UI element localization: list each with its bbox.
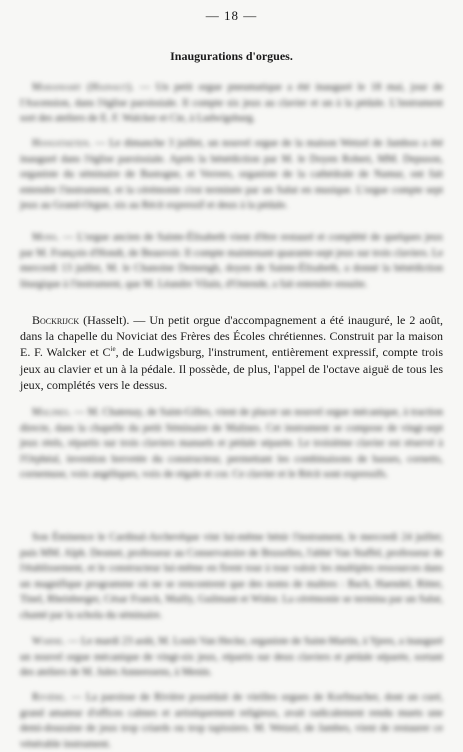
paragraph-body: Son Éminence le Cardinal-Archevêque vint lui-même bénir l'instrument, le mercredi 24 juillet; puis MM. Alph. Desmet, professeur au Conservatoire de Bruxelles, l'abbé Van Staffel, professeur de l'établissement, et le constructeur lui-même en firent tour à tour valoir les multiples ressources dans un magnifique programme où ne se rencontrent que des noms de maîtres : Bach, Haendel, Ritter, Tinel, Rheinberger, César Franck, Mailly, Guilmant et Widor. La cérémonie se termina par un Salut, chanté par la schola du séminaire. xyxy=(20,532,443,621)
main-paragraph-superscript: ie xyxy=(110,345,116,354)
main-paragraph-text-2: , de Ludwigsburg, l'instrument, entièrement expressif, compte trois jeux au clavier et un à la pédale. Il possède, de plus, l'appel de l'octave aiguë de tous les jeux, complétés vers le dessus. xyxy=(20,345,443,392)
main-paragraph-text-1: (Hasselt). — Un petit orgue d'accompagnement a été inauguré, le 2 août, dans la chapelle du Noviciat des Frères des Écoles chrétiennes. Construit par la maison E. F. Walcker et C xyxy=(20,313,443,360)
blurred-paragraph-eminence xyxy=(20,530,443,623)
paragraph-lead: Rivière. xyxy=(32,692,67,703)
paragraph-body: — Un petit orgue pneumatique a été inauguré le 18 mai, jour de l'Ascension, dans l'église paroissiale. Il compte six jeux au clavier et un à la pédale. L'instrument sort des ateliers de E. F. Walcker et Cie, à Ludwigsburg. xyxy=(20,82,444,124)
blurred-paragraph-hoogstaeten xyxy=(20,136,443,214)
section-title: Inaugurations d'orgues. xyxy=(170,49,293,63)
paragraph-lead: Mons. xyxy=(32,232,60,243)
main-paragraph-lead: Bockrijck xyxy=(32,313,80,327)
main-paragraph-bockrijck xyxy=(20,312,443,393)
paragraph-body: — Le dimanche 3 juillet, un nouvel orgue de la maison Wetzel de Jamboo a été inauguré dans l'église paroissiale. Après la bénédiction par M. le Doyen Robert, MM. Depuson, organiste du séminaire de Bastogne, et Verrees, organiste de la cathédrale de Namur, ont fait entendre l'instrument, et la cérémonie s'est terminée par un Salut en musique. L'orgue compte sept jeux au Grand-Orgue, six au Récit expressif et deux à la pédale. xyxy=(20,138,443,211)
paragraph-lead: Maransart (Hainaut). xyxy=(32,82,135,93)
blurred-paragraph-mons xyxy=(20,230,443,292)
blurred-paragraph-maransart xyxy=(20,80,443,127)
paragraph-lead: Warne. xyxy=(32,636,66,647)
page-number: — 18 — xyxy=(205,8,258,23)
paragraph-body: — L'orgue ancien de Sainte-Élisabeth vient d'être restauré et complété de quelques jeux par M. François d'Hondt, de Beauvoir. Il compte maintenant quarante-sept jeux sur trois claviers. Le mercredi 13 juillet, M. le Chanoine Demengh, doyen de Sainte-Élisabeth, a donné la bénédiction liturgique à l'instrument, que M. Léandre Vilain, d'Ostende, a fait entendre ensuite. xyxy=(20,232,443,290)
paragraph-lead: Malines. xyxy=(32,407,72,418)
paragraph-body: — La paroisse de Rivière possédait de vieilles orgues de Korfmacher, dont un curé, grand amateur d'offices calmes et artistiquement religieux, avait radicalement rendu muets une demi-douzaine de jeux trop criards ou trop tapissiers. M. Wetzel, de Jambes, vient de restaurer ce vénérable instrument. xyxy=(20,692,443,750)
paragraph-lead: Hoogstaeten. xyxy=(32,138,92,149)
paragraph-body: — M. Chatenay, de Saint-Gilles, vient de placer un nouvel orgue mécanique, à traction directe, dans la chapelle du petit Séminaire de Malines. Cet instrument se compose de vingt-sept jeux réels, répartis sur trois claviers manuels et pédale séparée. Le troisième clavier est réservé à l'Orphéal, invention brevetée du constructeur, permettant les combinaisons de basses, cornetts, cornemuse, voix angéliques, voix de régale et cor. Ce clavier et le Récit sont expressifs. xyxy=(20,407,443,480)
blurred-paragraph-malines xyxy=(20,405,443,483)
paragraph-body: — Le mardi 23 août, M. Louis Van Hecke, organiste de Saint-Martin, à Ypres, a inauguré un nouvel orgue mécanique de vingt-six jeux, répartis sur deux claviers et pédale séparée, sortant des ateliers de M. Jules Anneessens, à Menin. xyxy=(20,636,444,678)
blurred-paragraph-warne xyxy=(20,634,443,681)
blurred-paragraph-riviere xyxy=(20,690,443,752)
